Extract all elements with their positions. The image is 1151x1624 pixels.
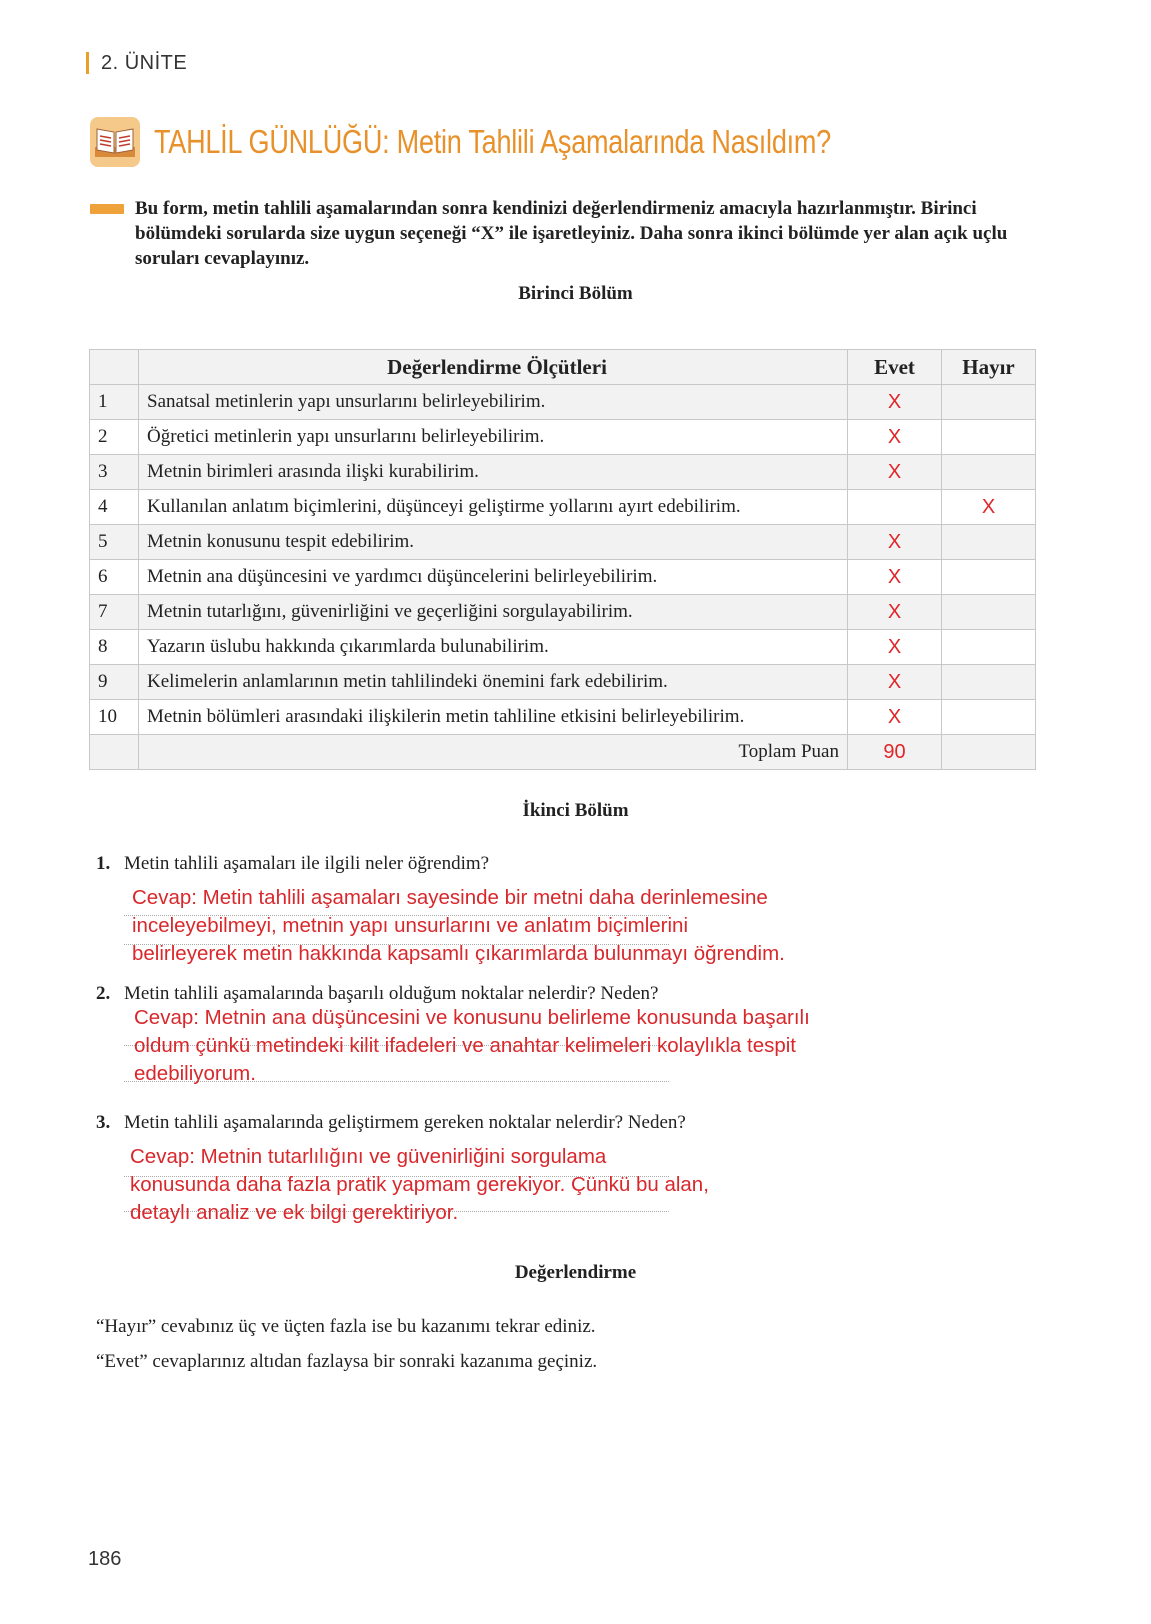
question-text: Metin tahlili aşamalarında başarılı olduğum noktalar nelerdir? Neden?	[124, 983, 659, 1004]
row-yes-mark: X	[887, 390, 902, 413]
row-number: 3	[90, 455, 139, 490]
answer-line-text: Cevap: Metin tahlili aşamaları sayesinde bir metni daha derinlemesine	[132, 886, 768, 909]
question-2	[96, 983, 658, 1005]
row-yes-mark-cell	[848, 420, 942, 455]
total-value: 90	[883, 740, 906, 763]
row-criterion: Metnin bölümleri arasındaki ilişkilerin metin tahliline etkisini belirleyebilirim.	[139, 700, 848, 735]
row-yes-mark-cell	[848, 595, 942, 630]
row-yes-mark-cell	[848, 490, 942, 525]
row-number: 4	[90, 490, 139, 525]
table-row	[90, 420, 1036, 455]
page-title-row	[90, 117, 980, 167]
answer-1	[132, 884, 785, 968]
row-no-mark-cell	[942, 420, 1036, 455]
table-row	[90, 490, 1036, 525]
row-number: 9	[90, 665, 139, 700]
row-yes-mark-cell	[848, 455, 942, 490]
row-yes-mark: X	[887, 530, 902, 553]
total-num-cell	[90, 735, 139, 770]
table-row	[90, 560, 1036, 595]
question-3	[96, 1112, 686, 1134]
row-no-mark: X	[981, 495, 996, 518]
total-value-cell	[848, 735, 942, 770]
evaluation-line: “Evet” cevaplarınız altıdan fazlaysa bir sonraki kazanıma geçiniz.	[96, 1351, 598, 1372]
question-1	[96, 853, 489, 875]
row-criterion: Sanatsal metinlerin yapı unsurlarını belirleyebilirim.	[139, 385, 848, 420]
row-number: 1	[90, 385, 139, 420]
answer-line-text: detaylı analiz ve ek bilgi gerektiriyor.	[130, 1201, 459, 1224]
row-yes-mark: X	[887, 425, 902, 448]
answer-line-text: Cevap: Metnin tutarlılığını ve güvenirliğini sorgulama	[130, 1145, 607, 1168]
row-no-mark-cell	[942, 455, 1036, 490]
section1-title: Birinci Bölüm	[518, 283, 633, 304]
row-no-mark-cell	[942, 630, 1036, 665]
row-number: 6	[90, 560, 139, 595]
row-no-mark-cell	[942, 700, 1036, 735]
row-number: 7	[90, 595, 139, 630]
row-yes-mark: X	[887, 670, 902, 693]
question-text: Metin tahlili aşamaları ile ilgili neler öğrendim?	[124, 853, 490, 874]
section2-title: İkinci Bölüm	[522, 800, 629, 821]
unit-accent-bar	[86, 52, 89, 74]
row-yes-mark: X	[887, 460, 902, 483]
row-number: 8	[90, 630, 139, 665]
table-row	[90, 700, 1036, 735]
open-book-icon	[90, 117, 140, 167]
answer-line-text: belirleyerek metin hakkında kapsamlı çıkarımlarda bulunmayı öğrendim.	[132, 942, 785, 965]
row-yes-mark-cell	[848, 560, 942, 595]
header-criteria: Değerlendirme Ölçütleri	[139, 350, 848, 385]
row-no-mark-cell	[942, 490, 1036, 525]
question-text: Metin tahlili aşamalarında geliştirmem gereken noktalar nelerdir? Neden?	[124, 1112, 686, 1133]
header-yes: Evet	[848, 350, 942, 385]
row-criterion: Kullanılan anlatım biçimlerini, düşünceyi geliştirme yollarını ayırt edebilirim.	[139, 490, 848, 525]
row-yes-mark-cell	[848, 700, 942, 735]
table-row	[90, 455, 1036, 490]
unit-header	[86, 50, 187, 76]
total-no-cell	[942, 735, 1036, 770]
row-no-mark-cell	[942, 595, 1036, 630]
answer-line-text: inceleyebilmeyi, metnin yapı unsurlarını ve anlatım biçimlerini	[132, 914, 689, 937]
page-number: 186	[88, 1548, 122, 1570]
intro-block	[90, 196, 1020, 271]
row-no-mark-cell	[942, 560, 1036, 595]
criteria-table	[89, 349, 1036, 770]
row-yes-mark: X	[887, 705, 902, 728]
table-row	[90, 595, 1036, 630]
row-yes-mark-cell	[848, 630, 942, 665]
evaluation-title: Değerlendirme	[514, 1262, 637, 1283]
row-yes-mark: X	[887, 600, 902, 623]
row-yes-mark: X	[887, 565, 902, 588]
question-number: 1.	[96, 853, 111, 874]
question-number: 3.	[96, 1112, 111, 1133]
row-number: 2	[90, 420, 139, 455]
table-row	[90, 665, 1036, 700]
answer-line-text: konusunda daha fazla pratik yapmam gerekiyor. Çünkü bu alan,	[130, 1173, 709, 1196]
row-criterion: Metnin tutarlığını, güvenirliğini ve geçerliğini sorgulayabilirim.	[139, 595, 848, 630]
row-number: 10	[90, 700, 139, 735]
row-criterion: Kelimelerin anlamlarının metin tahlilindeki önemini fark edebilirim.	[139, 665, 848, 700]
answer-line-text: oldum çünkü metindeki kilit ifadeleri ve anahtar kelimeleri kolaylıkla tespit	[134, 1034, 796, 1057]
row-criterion: Metnin konusunu tespit edebilirim.	[139, 525, 848, 560]
answer-2	[134, 1004, 810, 1088]
answer-line-text: Cevap: Metnin ana düşüncesini ve konusunu belirleme konusunda başarılı	[134, 1006, 810, 1029]
table-row	[90, 385, 1036, 420]
question-number: 2.	[96, 983, 111, 1004]
row-yes-mark-cell	[848, 665, 942, 700]
page-title: TAHLİL GÜNLÜĞÜ: Metin Tahlili Aşamalarında Nasıldım?	[154, 123, 831, 160]
row-no-mark-cell	[942, 665, 1036, 700]
header-no: Hayır	[942, 350, 1036, 385]
total-label: Toplam Puan	[139, 735, 848, 770]
row-number: 5	[90, 525, 139, 560]
row-no-mark-cell	[942, 525, 1036, 560]
row-criterion: Yazarın üslubu hakkında çıkarımlarda bulunabilirim.	[139, 630, 848, 665]
row-criterion: Metnin ana düşüncesini ve yardımcı düşüncelerini belirleyebilirim.	[139, 560, 848, 595]
row-no-mark-cell	[942, 385, 1036, 420]
row-criterion: Metnin birimleri arasında ilişki kurabilirim.	[139, 455, 848, 490]
table-row	[90, 525, 1036, 560]
unit-label: 2. ÜNİTE	[101, 51, 188, 74]
row-yes-mark: X	[887, 635, 902, 658]
evaluation-line: “Hayır” cevabınız üç ve üçten fazla ise bu kazanımı tekrar ediniz.	[96, 1316, 596, 1337]
header-num	[90, 350, 139, 385]
row-criterion: Öğretici metinlerin yapı unsurlarını belirleyebilirim.	[139, 420, 848, 455]
answer-3	[130, 1143, 709, 1227]
intro-text: Bu form, metin tahlili aşamalarından sonra kendinizi değerlendirmeniz amacıyla hazırlanmıştır. Birinci bölümdeki sorularda size uygun seçeneği “X” ile işaretleyiniz. Daha sonra ikinci bölümde yer alan açık uçlu soruları cevaplayınız.	[135, 198, 1008, 269]
row-yes-mark-cell	[848, 525, 942, 560]
intro-marker	[90, 204, 124, 214]
table-row	[90, 630, 1036, 665]
row-yes-mark-cell	[848, 385, 942, 420]
answer-line-text: edebiliyorum.	[134, 1062, 256, 1085]
